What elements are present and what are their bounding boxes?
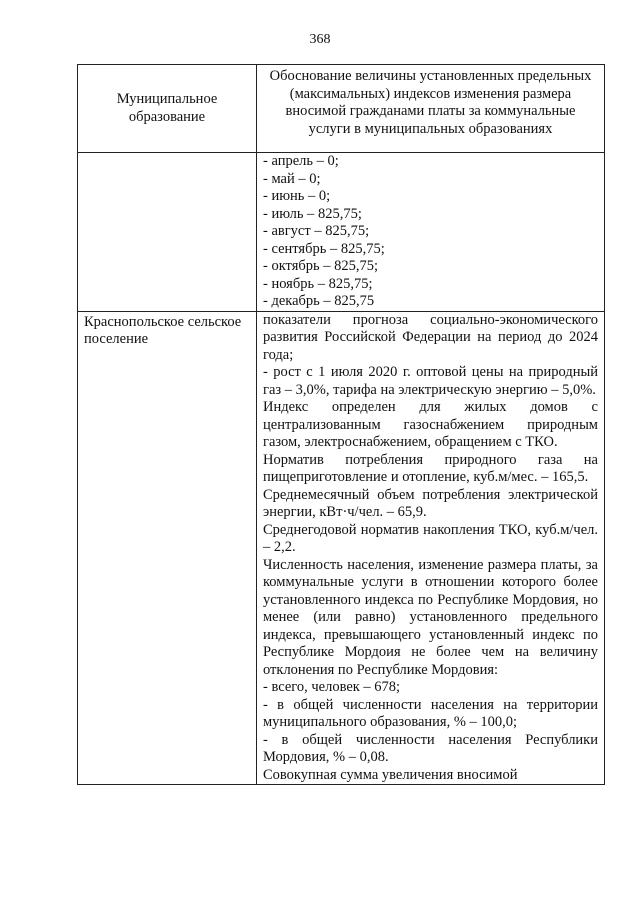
month-item: - ноябрь – 825,75; bbox=[263, 275, 373, 292]
continuation-list-cell bbox=[257, 153, 605, 312]
paragraph: - в общей численности населения на территории муниципального образования, % – 100,0; bbox=[263, 696, 598, 730]
page-number: 368 bbox=[309, 32, 331, 47]
paragraph: Среднегодовой норматив накопления ТКО, куб.м/чел. – 2,2. bbox=[263, 521, 598, 555]
continuation-name-cell bbox=[78, 153, 257, 312]
month-item: - апрель – 0; bbox=[263, 153, 339, 169]
paragraph: - в общей численности населения Республики Мордовия, % – 0,08. bbox=[263, 731, 598, 765]
month-item: - октябрь – 825,75; bbox=[263, 258, 379, 274]
justification-text bbox=[257, 311, 605, 785]
municipality-row bbox=[78, 311, 605, 785]
paragraph: - рост с 1 июля 2020 г. оптовой цены на природный газ – 3,0%, тарифа на электрическую энергию – 5,0%. bbox=[263, 364, 598, 398]
table-header-row bbox=[78, 65, 605, 153]
municipality-name: Краснопольское сельское поселение bbox=[78, 311, 257, 785]
paragraph: Индекс определен для жилых домов с централизованным газоснабжением природным газом, электроснабжением, обращением с ТКО. bbox=[263, 399, 598, 450]
month-item: - июнь – 0; bbox=[263, 188, 331, 204]
month-item: - август – 825,75; bbox=[263, 223, 370, 239]
month-item: - май – 0; bbox=[263, 170, 321, 187]
paragraph: Норматив потребления природного газа на пищеприготовление и отопление, куб.м/мес. – 165,5. bbox=[263, 451, 598, 485]
paragraph: Среднемесячный объем потребления электрической энергии, кВт·ч/чел. – 65,9. bbox=[263, 486, 598, 520]
month-item: - декабрь – 825,75 bbox=[263, 293, 375, 309]
paragraph: - всего, человек – 678; bbox=[263, 679, 401, 695]
continuation-row bbox=[78, 153, 605, 312]
paragraph: показатели прогноза социально-экономического развития Российской Федерации на период до 2024 года; bbox=[263, 311, 598, 363]
header-municipality: Муниципальное образование bbox=[78, 65, 257, 153]
indices-table bbox=[77, 64, 605, 785]
month-item: - июль – 825,75; bbox=[263, 205, 362, 222]
header-justification: Обоснование величины установленных предельных (максимальных) индексов изменения размера вносимой гражданами платы за коммунальные услуги в муниципальных образованиях bbox=[257, 65, 605, 153]
paragraph: Численность населения, изменение размера платы, за коммунальные услуги в отношении которого более установленного индекса по Республике Мордовия, но менее (или равно) установленного предельного индекса, превышающего установленный индекс по Республике Мордоия не более чем на величину отклонения по Республике Мордовия: bbox=[263, 556, 598, 678]
paragraph: Совокупная сумма увеличения вносимой bbox=[263, 766, 518, 783]
month-item: - сентябрь – 825,75; bbox=[263, 240, 385, 257]
